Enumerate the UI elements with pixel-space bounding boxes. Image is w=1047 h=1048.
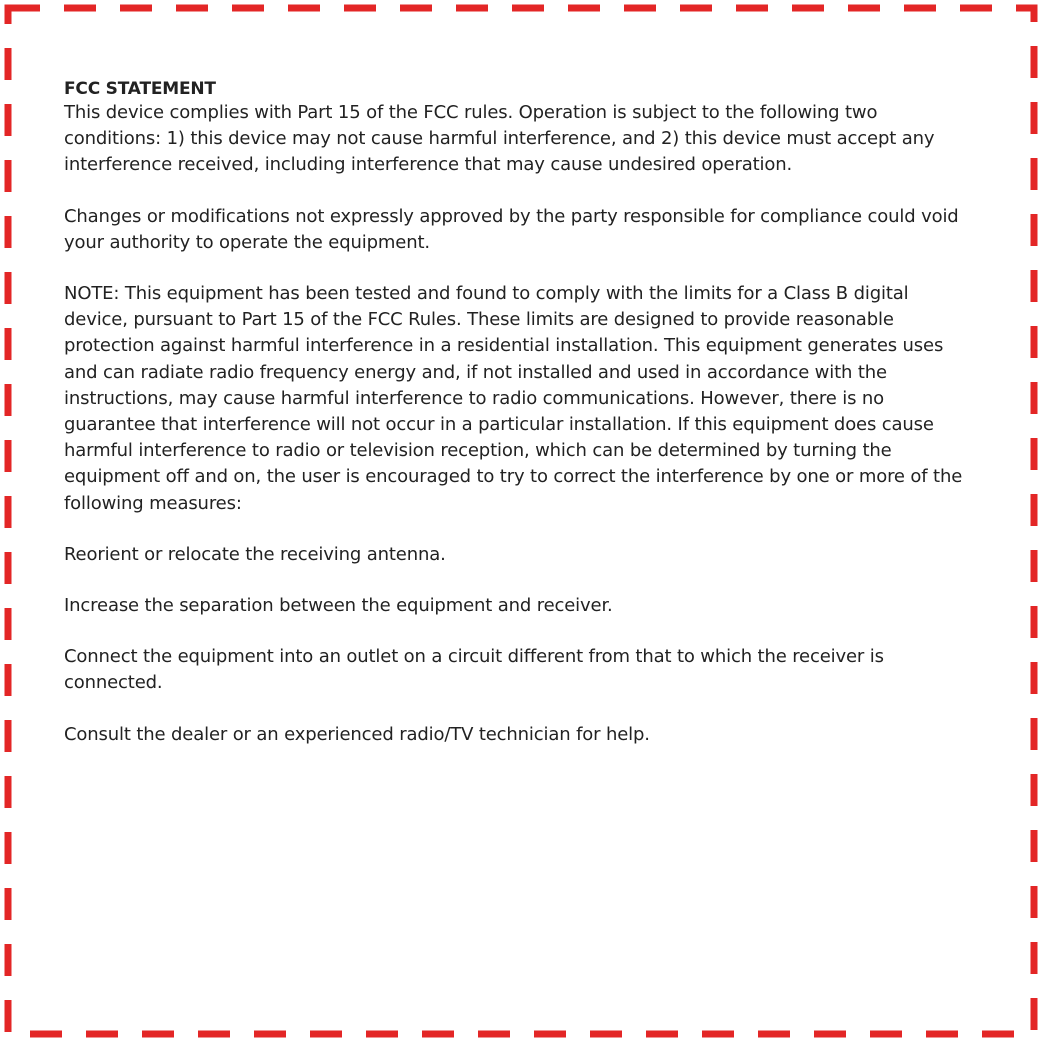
fcc-heading: FCC STATEMENT [64, 79, 216, 99]
measure-outlet: Connect the equipment into an outlet on a circuit different from that to which the receiver is connected. [64, 646, 884, 694]
note-paragraph: NOTE: This equipment has been tested and found to comply with the limits for a Class B digital device, pursuant to Part 15 of the FCC Rules. These limits are designed to provide reasonable protection against harmful interference in a residential installation. This equipment generates uses and can radiate radio frequency energy and, if not installed and used in accordance with the instructions, may cause harmful interference to radio communications. However, there is no guarantee that interference will not occur in a particular installation. If this equipment does cause harmful interference to radio or television reception, which can be determined by turning the equipment off and on, the user is encouraged to try to correct the interference by one or more of the following measures: [64, 283, 963, 514]
measure-consult: Consult the dealer or an experienced radio/TV technician for help. [64, 723, 650, 745]
fcc-statement [64, 78, 976, 748]
measure-separation: Increase the separation between the equipment and receiver. [64, 595, 613, 617]
measure-reorient: Reorient or relocate the receiving antenna. [64, 543, 446, 565]
modifications-paragraph: Changes or modifications not expressly approved by the party responsible for compliance could void your authority to operate the equipment. [64, 205, 959, 253]
compliance-paragraph: This device complies with Part 15 of the FCC rules. Operation is subject to the following two conditions: 1) this device may not cause harmful interference, and 2) this device must accept any interference received, including interference that may cause undesired operation. [64, 102, 935, 176]
